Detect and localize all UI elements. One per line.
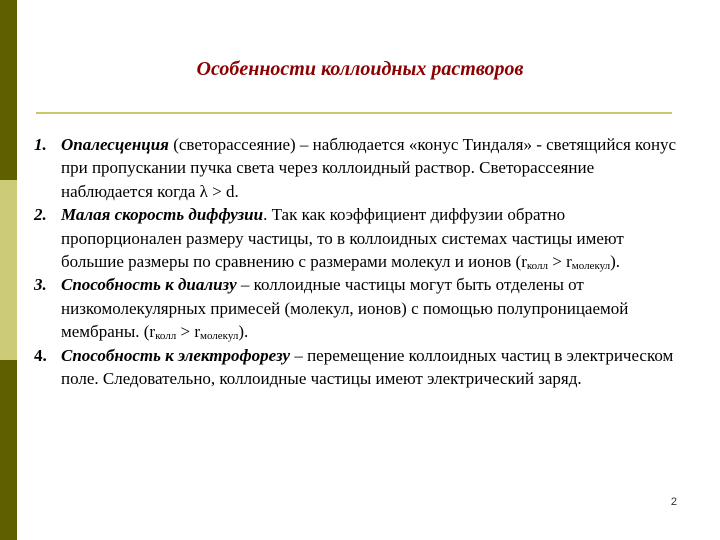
- item-text-end: ).: [238, 322, 249, 342]
- item-text-end: ).: [610, 252, 621, 272]
- item-text: . Так как коэффициент диффузии обратно пропорционален размеру частицы, то в коллоидных системах частицы имеют большие размеры по сравнению с размерами молекул и ионов (r: [61, 205, 624, 272]
- item-number: 3.: [34, 275, 47, 295]
- subscript-molekul: молекул: [199, 330, 239, 343]
- item-term: Опалесценция: [61, 135, 169, 154]
- item-number: 1.: [34, 135, 47, 154]
- item-text: – перемещение коллоидных частиц в электрическом поле. Следовательно, коллоидные частицы имеют электрический заряд.: [61, 345, 674, 389]
- subscript-molekul: молекул: [571, 260, 611, 273]
- side-bar-dark-bottom: [0, 360, 17, 540]
- subscript-koll: колл: [155, 330, 177, 343]
- item-term: Малая скорость диффузии: [61, 205, 264, 225]
- page-number: 2: [670, 496, 677, 508]
- list-item-electrophoresis: [34, 344, 684, 391]
- slide-content: [34, 133, 684, 390]
- list-item-dialysis: [34, 273, 684, 343]
- subscript-koll: колл: [526, 260, 548, 273]
- title-underline-rule: [36, 112, 672, 114]
- side-decoration-bar: [0, 0, 17, 540]
- item-text-mid: > r: [548, 252, 572, 272]
- item-number: 2.: [34, 205, 47, 225]
- item-text-mid: > r: [176, 322, 200, 342]
- slide-title: Особенности коллоидных растворов: [196, 58, 524, 80]
- item-term: Способность к диализу: [61, 275, 237, 295]
- item-term: Способность к электрофорезу: [61, 345, 291, 365]
- side-bar-dark-top: [0, 0, 17, 180]
- item-text: – коллоидные частицы могут быть отделены от низкомолекулярных примесей (молекул, ионов) с помощью полупроницаемой мембраны. (r: [61, 275, 629, 342]
- list-item-diffusion: [34, 203, 684, 273]
- item-number: 4.: [34, 345, 47, 365]
- list-item-opalescence: [34, 133, 684, 203]
- side-bar-light: [0, 180, 17, 360]
- item-text: (светорассеяние) – наблюдается «конус Тиндаля» - светящийся конус при пропускании пучка света через коллоидный раствор. Светорассеяние наблюдается когда λ > d.: [61, 135, 677, 201]
